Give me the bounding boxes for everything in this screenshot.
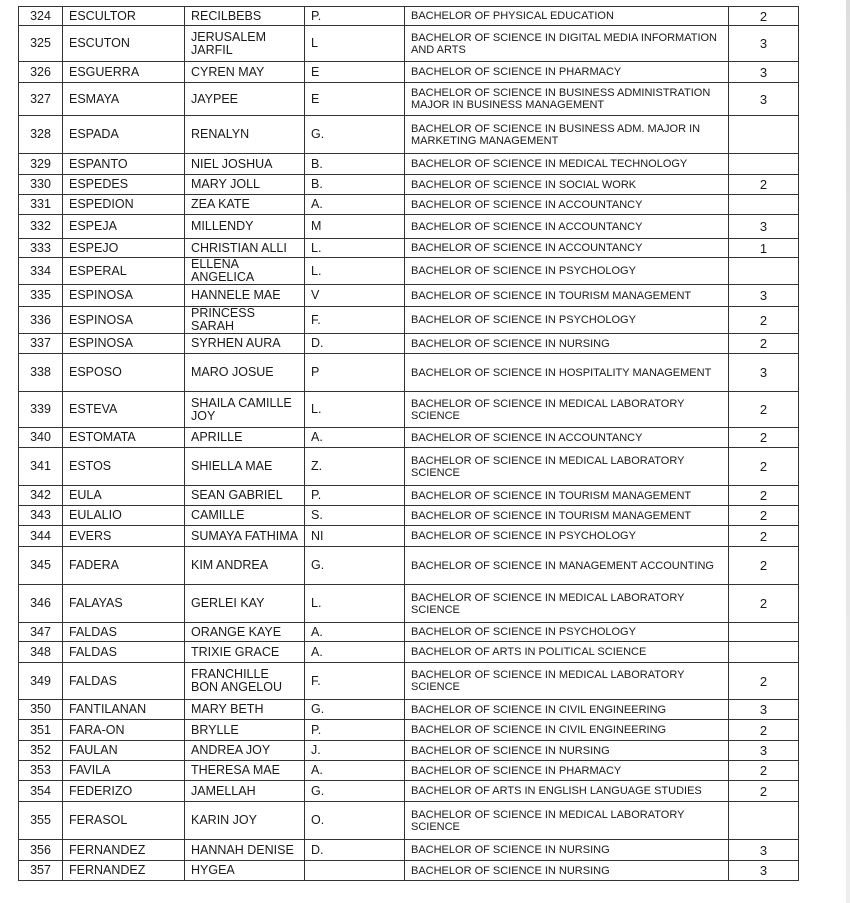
last-name-cell: ESPANTO [63, 154, 185, 175]
year-level-cell: 1 [729, 239, 799, 258]
middle-initial-cell: M [305, 215, 405, 239]
program-cell: BACHELOR OF SCIENCE IN CIVIL ENGINEERING [405, 720, 729, 741]
first-name-cell: SYRHEN AURA [185, 334, 305, 354]
row-number-cell: 356 [19, 840, 63, 861]
year-level-cell [729, 116, 799, 154]
first-name-cell: SHAILA CAMILLE JOY [185, 392, 305, 428]
first-name-cell: TRIXIE GRACE [185, 642, 305, 663]
row-number-cell: 325 [19, 26, 63, 62]
program-cell: BACHELOR OF SCIENCE IN TOURISM MANAGEMENT [405, 486, 729, 506]
middle-initial-cell: P. [305, 486, 405, 506]
first-name-cell: SUMAYA FATHIMA [185, 526, 305, 547]
table-row [19, 623, 799, 642]
middle-initial-cell: L. [305, 258, 405, 285]
row-number-cell: 347 [19, 623, 63, 642]
middle-initial-cell: S. [305, 506, 405, 526]
middle-initial-cell: A. [305, 761, 405, 781]
row-number-cell: 351 [19, 720, 63, 741]
table-row [19, 585, 799, 623]
last-name-cell: FANTILANAN [63, 700, 185, 720]
year-level-cell: 2 [729, 486, 799, 506]
middle-initial-cell: L. [305, 585, 405, 623]
row-number-cell: 331 [19, 195, 63, 215]
year-level-cell [729, 642, 799, 663]
first-name-cell: THERESA MAE [185, 761, 305, 781]
middle-initial-cell: P. [305, 7, 405, 26]
last-name-cell: ESPINOSA [63, 334, 185, 354]
table-row [19, 761, 799, 781]
program-cell: BACHELOR OF SCIENCE IN PHARMACY [405, 62, 729, 83]
last-name-cell: FERNANDEZ [63, 861, 185, 881]
table-row [19, 175, 799, 195]
first-name-cell: MARY BETH [185, 700, 305, 720]
program-cell: BACHELOR OF SCIENCE IN DIGITAL MEDIA INFORMATION AND ARTS [405, 26, 729, 62]
year-level-cell: 3 [729, 26, 799, 62]
roster-body [19, 7, 799, 881]
table-row [19, 802, 799, 840]
first-name-cell: SHIELLA MAE [185, 448, 305, 486]
row-number-cell: 339 [19, 392, 63, 428]
first-name-cell: HANNAH DENISE [185, 840, 305, 861]
first-name-cell: HYGEA [185, 861, 305, 881]
first-name-cell: MARO JOSUE [185, 354, 305, 392]
table-row [19, 154, 799, 175]
program-cell: BACHELOR OF SCIENCE IN TOURISM MANAGEMENT [405, 285, 729, 307]
middle-initial-cell: L [305, 26, 405, 62]
program-cell: BACHELOR OF SCIENCE IN NURSING [405, 861, 729, 881]
program-cell: BACHELOR OF PHYSICAL EDUCATION [405, 7, 729, 26]
last-name-cell: ESPEDION [63, 195, 185, 215]
table-row [19, 526, 799, 547]
row-number-cell: 337 [19, 334, 63, 354]
year-level-cell: 2 [729, 448, 799, 486]
row-number-cell: 342 [19, 486, 63, 506]
table-row [19, 7, 799, 26]
row-number-cell: 328 [19, 116, 63, 154]
table-row [19, 448, 799, 486]
table-row [19, 547, 799, 585]
middle-initial-cell: L. [305, 239, 405, 258]
program-cell: BACHELOR OF SCIENCE IN BUSINESS ADMINISTRATION MAJOR IN BUSINESS MANAGEMENT [405, 83, 729, 116]
last-name-cell: ESMAYA [63, 83, 185, 116]
row-number-cell: 344 [19, 526, 63, 547]
program-cell: BACHELOR OF SCIENCE IN NURSING [405, 334, 729, 354]
table-row [19, 506, 799, 526]
year-level-cell: 3 [729, 861, 799, 881]
last-name-cell: FAULAN [63, 741, 185, 761]
program-cell: BACHELOR OF SCIENCE IN PSYCHOLOGY [405, 623, 729, 642]
last-name-cell: FARA-ON [63, 720, 185, 741]
first-name-cell: JERUSALEM JARFIL [185, 26, 305, 62]
middle-initial-cell: E [305, 83, 405, 116]
last-name-cell: FERASOL [63, 802, 185, 840]
row-number-cell: 324 [19, 7, 63, 26]
middle-initial-cell: A. [305, 642, 405, 663]
row-number-cell: 329 [19, 154, 63, 175]
row-number-cell: 327 [19, 83, 63, 116]
row-number-cell: 357 [19, 861, 63, 881]
last-name-cell: FALDAS [63, 663, 185, 700]
last-name-cell: ESCULTOR [63, 7, 185, 26]
row-number-cell: 332 [19, 215, 63, 239]
program-cell: BACHELOR OF SCIENCE IN MEDICAL LABORATORY SCIENCE [405, 448, 729, 486]
table-row [19, 285, 799, 307]
table-row [19, 258, 799, 285]
row-number-cell: 348 [19, 642, 63, 663]
middle-initial-cell [305, 861, 405, 881]
table-row [19, 642, 799, 663]
last-name-cell: ESPOSO [63, 354, 185, 392]
year-level-cell: 3 [729, 83, 799, 116]
year-level-cell [729, 258, 799, 285]
program-cell: BACHELOR OF SCIENCE IN ACCOUNTANCY [405, 195, 729, 215]
row-number-cell: 349 [19, 663, 63, 700]
first-name-cell: APRILLE [185, 428, 305, 448]
row-number-cell: 350 [19, 700, 63, 720]
year-level-cell: 2 [729, 506, 799, 526]
year-level-cell [729, 195, 799, 215]
program-cell: BACHELOR OF SCIENCE IN MEDICAL LABORATORY SCIENCE [405, 392, 729, 428]
first-name-cell: ELLENA ANGELICA [185, 258, 305, 285]
middle-initial-cell: E [305, 62, 405, 83]
year-level-cell: 2 [729, 175, 799, 195]
row-number-cell: 338 [19, 354, 63, 392]
program-cell: BACHELOR OF SCIENCE IN SOCIAL WORK [405, 175, 729, 195]
year-level-cell: 2 [729, 663, 799, 700]
first-name-cell: RECILBEBS [185, 7, 305, 26]
first-name-cell: ORANGE KAYE [185, 623, 305, 642]
middle-initial-cell: P. [305, 720, 405, 741]
program-cell: BACHELOR OF SCIENCE IN ACCOUNTANCY [405, 215, 729, 239]
program-cell: BACHELOR OF SCIENCE IN PSYCHOLOGY [405, 526, 729, 547]
first-name-cell: NIEL JOSHUA [185, 154, 305, 175]
last-name-cell: FALAYAS [63, 585, 185, 623]
table-row [19, 334, 799, 354]
table-row [19, 307, 799, 334]
middle-initial-cell: B. [305, 175, 405, 195]
last-name-cell: FADERA [63, 547, 185, 585]
first-name-cell: RENALYN [185, 116, 305, 154]
last-name-cell: FALDAS [63, 623, 185, 642]
row-number-cell: 333 [19, 239, 63, 258]
last-name-cell: EULA [63, 486, 185, 506]
table-row [19, 840, 799, 861]
year-level-cell: 2 [729, 585, 799, 623]
program-cell: BACHELOR OF SCIENCE IN MEDICAL LABORATORY SCIENCE [405, 585, 729, 623]
year-level-cell [729, 154, 799, 175]
last-name-cell: ESPADA [63, 116, 185, 154]
program-cell: BACHELOR OF SCIENCE IN BUSINESS ADM. MAJOR IN MARKETING MANAGEMENT [405, 116, 729, 154]
last-name-cell: EULALIO [63, 506, 185, 526]
table-row [19, 26, 799, 62]
first-name-cell: ANDREA JOY [185, 741, 305, 761]
middle-initial-cell: Z. [305, 448, 405, 486]
first-name-cell: KIM ANDREA [185, 547, 305, 585]
first-name-cell: PRINCESS SARAH [185, 307, 305, 334]
year-level-cell [729, 802, 799, 840]
last-name-cell: ESPEJO [63, 239, 185, 258]
middle-initial-cell: F. [305, 663, 405, 700]
middle-initial-cell: F. [305, 307, 405, 334]
table-row [19, 392, 799, 428]
table-row [19, 116, 799, 154]
program-cell: BACHELOR OF SCIENCE IN PSYCHOLOGY [405, 258, 729, 285]
last-name-cell: ESPINOSA [63, 307, 185, 334]
row-number-cell: 330 [19, 175, 63, 195]
first-name-cell: FRANCHILLE BON ANGELOU [185, 663, 305, 700]
program-cell: BACHELOR OF ARTS IN POLITICAL SCIENCE [405, 642, 729, 663]
last-name-cell: FAVILA [63, 761, 185, 781]
program-cell: BACHELOR OF SCIENCE IN ACCOUNTANCY [405, 428, 729, 448]
year-level-cell: 3 [729, 741, 799, 761]
table-row [19, 663, 799, 700]
row-number-cell: 334 [19, 258, 63, 285]
program-cell: BACHELOR OF SCIENCE IN MEDICAL LABORATORY SCIENCE [405, 802, 729, 840]
first-name-cell: JAMELLAH [185, 781, 305, 802]
middle-initial-cell: V [305, 285, 405, 307]
program-cell: BACHELOR OF SCIENCE IN NURSING [405, 741, 729, 761]
last-name-cell: EVERS [63, 526, 185, 547]
last-name-cell: FALDAS [63, 642, 185, 663]
first-name-cell: MARY JOLL [185, 175, 305, 195]
year-level-cell: 2 [729, 392, 799, 428]
first-name-cell: SEAN GABRIEL [185, 486, 305, 506]
year-level-cell [729, 623, 799, 642]
program-cell: BACHELOR OF SCIENCE IN PHARMACY [405, 761, 729, 781]
row-number-cell: 345 [19, 547, 63, 585]
program-cell: BACHELOR OF SCIENCE IN HOSPITALITY MANAGEMENT [405, 354, 729, 392]
first-name-cell: CYREN MAY [185, 62, 305, 83]
middle-initial-cell: D. [305, 334, 405, 354]
middle-initial-cell: O. [305, 802, 405, 840]
program-cell: BACHELOR OF ARTS IN ENGLISH LANGUAGE STUDIES [405, 781, 729, 802]
last-name-cell: FERNANDEZ [63, 840, 185, 861]
roster-table [18, 6, 799, 881]
middle-initial-cell: G. [305, 781, 405, 802]
middle-initial-cell: P [305, 354, 405, 392]
program-cell: BACHELOR OF SCIENCE IN MEDICAL LABORATORY SCIENCE [405, 663, 729, 700]
middle-initial-cell: L. [305, 392, 405, 428]
first-name-cell: BRYLLE [185, 720, 305, 741]
first-name-cell: KARIN JOY [185, 802, 305, 840]
middle-initial-cell: A. [305, 195, 405, 215]
year-level-cell: 3 [729, 840, 799, 861]
year-level-cell: 2 [729, 781, 799, 802]
first-name-cell: ZEA KATE [185, 195, 305, 215]
last-name-cell: ESGUERRA [63, 62, 185, 83]
row-number-cell: 353 [19, 761, 63, 781]
last-name-cell: ESTOMATA [63, 428, 185, 448]
last-name-cell: FEDERIZO [63, 781, 185, 802]
year-level-cell: 3 [729, 354, 799, 392]
middle-initial-cell: B. [305, 154, 405, 175]
table-row [19, 354, 799, 392]
first-name-cell: HANNELE MAE [185, 285, 305, 307]
table-row [19, 195, 799, 215]
program-cell: BACHELOR OF SCIENCE IN NURSING [405, 840, 729, 861]
first-name-cell: CHRISTIAN ALLI [185, 239, 305, 258]
program-cell: BACHELOR OF SCIENCE IN CIVIL ENGINEERING [405, 700, 729, 720]
table-row [19, 486, 799, 506]
first-name-cell: CAMILLE [185, 506, 305, 526]
table-row [19, 861, 799, 881]
last-name-cell: ESTEVA [63, 392, 185, 428]
program-cell: BACHELOR OF SCIENCE IN PSYCHOLOGY [405, 307, 729, 334]
program-cell: BACHELOR OF SCIENCE IN TOURISM MANAGEMENT [405, 506, 729, 526]
row-number-cell: 341 [19, 448, 63, 486]
row-number-cell: 343 [19, 506, 63, 526]
table-row [19, 239, 799, 258]
year-level-cell: 3 [729, 62, 799, 83]
middle-initial-cell: G. [305, 700, 405, 720]
year-level-cell: 3 [729, 285, 799, 307]
first-name-cell: MILLENDY [185, 215, 305, 239]
year-level-cell: 2 [729, 720, 799, 741]
row-number-cell: 346 [19, 585, 63, 623]
year-level-cell: 2 [729, 547, 799, 585]
table-row [19, 741, 799, 761]
table-row [19, 720, 799, 741]
year-level-cell: 2 [729, 334, 799, 354]
program-cell: BACHELOR OF SCIENCE IN MEDICAL TECHNOLOGY [405, 154, 729, 175]
last-name-cell: ESPERAL [63, 258, 185, 285]
row-number-cell: 352 [19, 741, 63, 761]
table-row [19, 62, 799, 83]
year-level-cell: 2 [729, 307, 799, 334]
row-number-cell: 355 [19, 802, 63, 840]
first-name-cell: GERLEI KAY [185, 585, 305, 623]
last-name-cell: ESPEDES [63, 175, 185, 195]
row-number-cell: 326 [19, 62, 63, 83]
table-row [19, 700, 799, 720]
middle-initial-cell: NI [305, 526, 405, 547]
year-level-cell: 3 [729, 215, 799, 239]
table-row [19, 215, 799, 239]
middle-initial-cell: G. [305, 116, 405, 154]
row-number-cell: 340 [19, 428, 63, 448]
program-cell: BACHELOR OF SCIENCE IN ACCOUNTANCY [405, 239, 729, 258]
middle-initial-cell: D. [305, 840, 405, 861]
middle-initial-cell: A. [305, 623, 405, 642]
middle-initial-cell: G. [305, 547, 405, 585]
last-name-cell: ESTOS [63, 448, 185, 486]
middle-initial-cell: A. [305, 428, 405, 448]
last-name-cell: ESPINOSA [63, 285, 185, 307]
year-level-cell: 2 [729, 761, 799, 781]
year-level-cell: 3 [729, 700, 799, 720]
last-name-cell: ESCUTON [63, 26, 185, 62]
first-name-cell: JAYPEE [185, 83, 305, 116]
middle-initial-cell: J. [305, 741, 405, 761]
table-row [19, 781, 799, 802]
year-level-cell: 2 [729, 428, 799, 448]
row-number-cell: 336 [19, 307, 63, 334]
last-name-cell: ESPEJA [63, 215, 185, 239]
row-number-cell: 335 [19, 285, 63, 307]
program-cell: BACHELOR OF SCIENCE IN MANAGEMENT ACCOUNTING [405, 547, 729, 585]
year-level-cell: 2 [729, 7, 799, 26]
row-number-cell: 354 [19, 781, 63, 802]
page-edge [846, 0, 850, 903]
table-row [19, 83, 799, 116]
table-row [19, 428, 799, 448]
year-level-cell: 2 [729, 526, 799, 547]
